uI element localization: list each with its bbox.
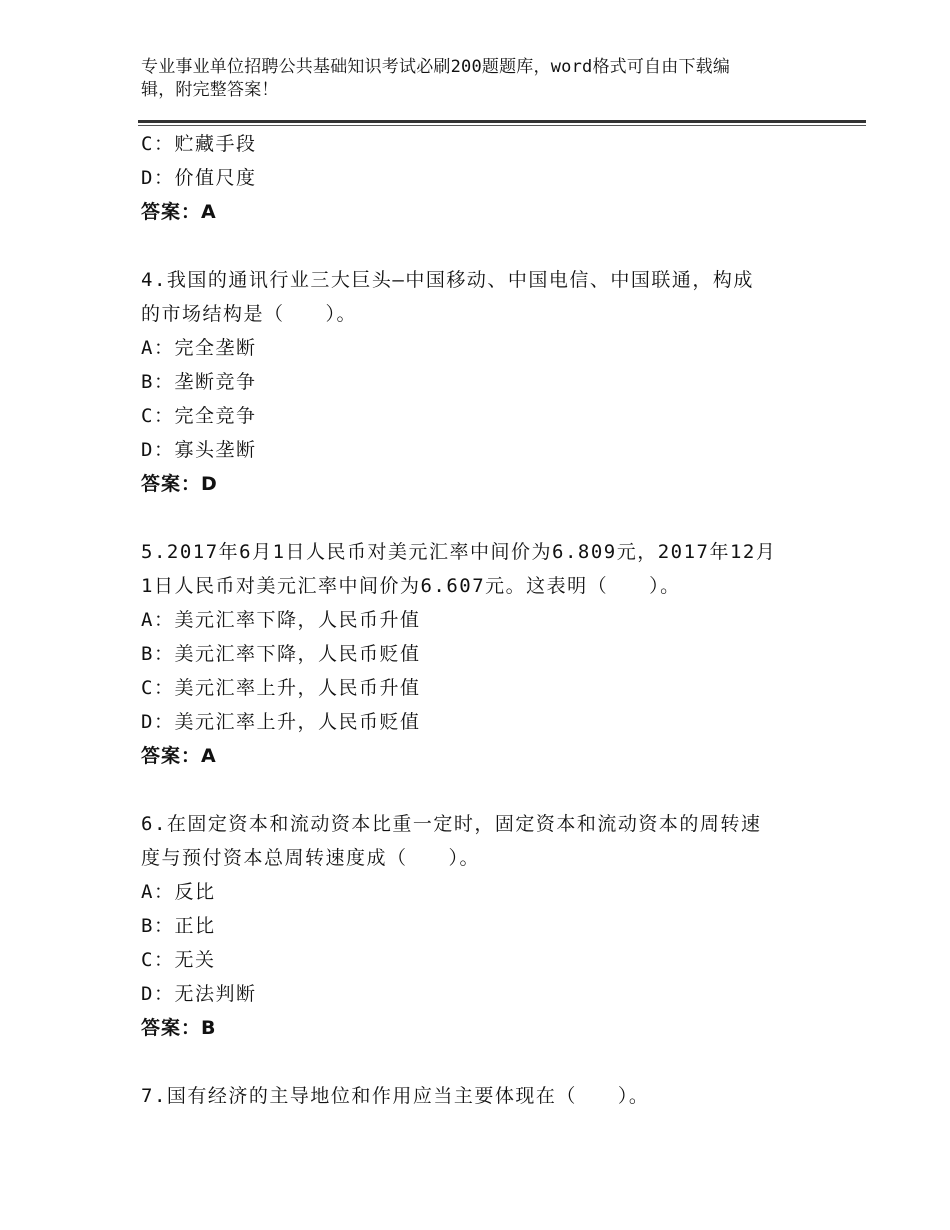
option-d: D：寡头垄断 <box>141 439 257 461</box>
spacer <box>141 501 821 535</box>
answer-line: 答案：A <box>141 745 217 767</box>
spacer <box>141 773 821 807</box>
answer-line: 答案：B <box>141 1017 217 1039</box>
question-text-line: 度与预付资本总周转速度成（ ）。 <box>141 847 481 869</box>
option-c: C：美元汇率上升，人民币升值 <box>141 677 421 699</box>
question-text-line: 7.国有经济的主导地位和作用应当主要体现在（ ）。 <box>141 1085 650 1107</box>
option-b: B：美元汇率下降，人民币贬值 <box>141 643 421 665</box>
option-d: D：无法判断 <box>141 983 257 1005</box>
option-c: C：贮藏手段 <box>141 133 257 155</box>
question-4 <box>141 263 821 501</box>
header-title-line-1: 专业事业单位招聘公共基础知识考试必刷200题题库，word格式可自由下载编 <box>141 57 731 77</box>
question-5 <box>141 535 821 773</box>
question-3-fragment <box>141 127 821 229</box>
question-text-line: 6.在固定资本和流动资本比重一定时，固定资本和流动资本的周转速 <box>141 813 762 835</box>
answer-line: 答案：D <box>141 473 218 495</box>
question-text-line: 1日人民币对美元汇率中间价为6.607元。这表明（ ）。 <box>141 575 681 597</box>
option-c: C：无关 <box>141 949 216 971</box>
option-b: B：垄断竞争 <box>141 371 257 393</box>
question-text-line: 的市场结构是（ ）。 <box>141 303 358 325</box>
answer-line: 答案：A <box>141 201 217 223</box>
header-divider-thick <box>138 120 866 123</box>
option-a: A：美元汇率下降，人民币升值 <box>141 609 421 631</box>
page-header <box>141 56 801 102</box>
question-text-line: 4.我国的通讯行业三大巨头—中国移动、中国电信、中国联通，构成 <box>141 269 754 291</box>
option-d: D：价值尺度 <box>141 167 257 189</box>
option-d: D：美元汇率上升，人民币贬值 <box>141 711 421 733</box>
spacer <box>141 229 821 263</box>
option-b: B：正比 <box>141 915 216 937</box>
spacer <box>141 1045 821 1079</box>
question-6 <box>141 807 821 1045</box>
header-title-line-2: 辑，附完整答案！ <box>141 80 279 100</box>
header-divider-thin <box>138 125 866 126</box>
question-7 <box>141 1079 821 1113</box>
option-c: C：完全竞争 <box>141 405 257 427</box>
option-a: A：完全垄断 <box>141 337 257 359</box>
option-a: A：反比 <box>141 881 216 903</box>
question-content <box>141 127 821 1113</box>
question-text-line: 5.2017年6月1日人民币对美元汇率中间价为6.809元，2017年12月 <box>141 541 777 563</box>
